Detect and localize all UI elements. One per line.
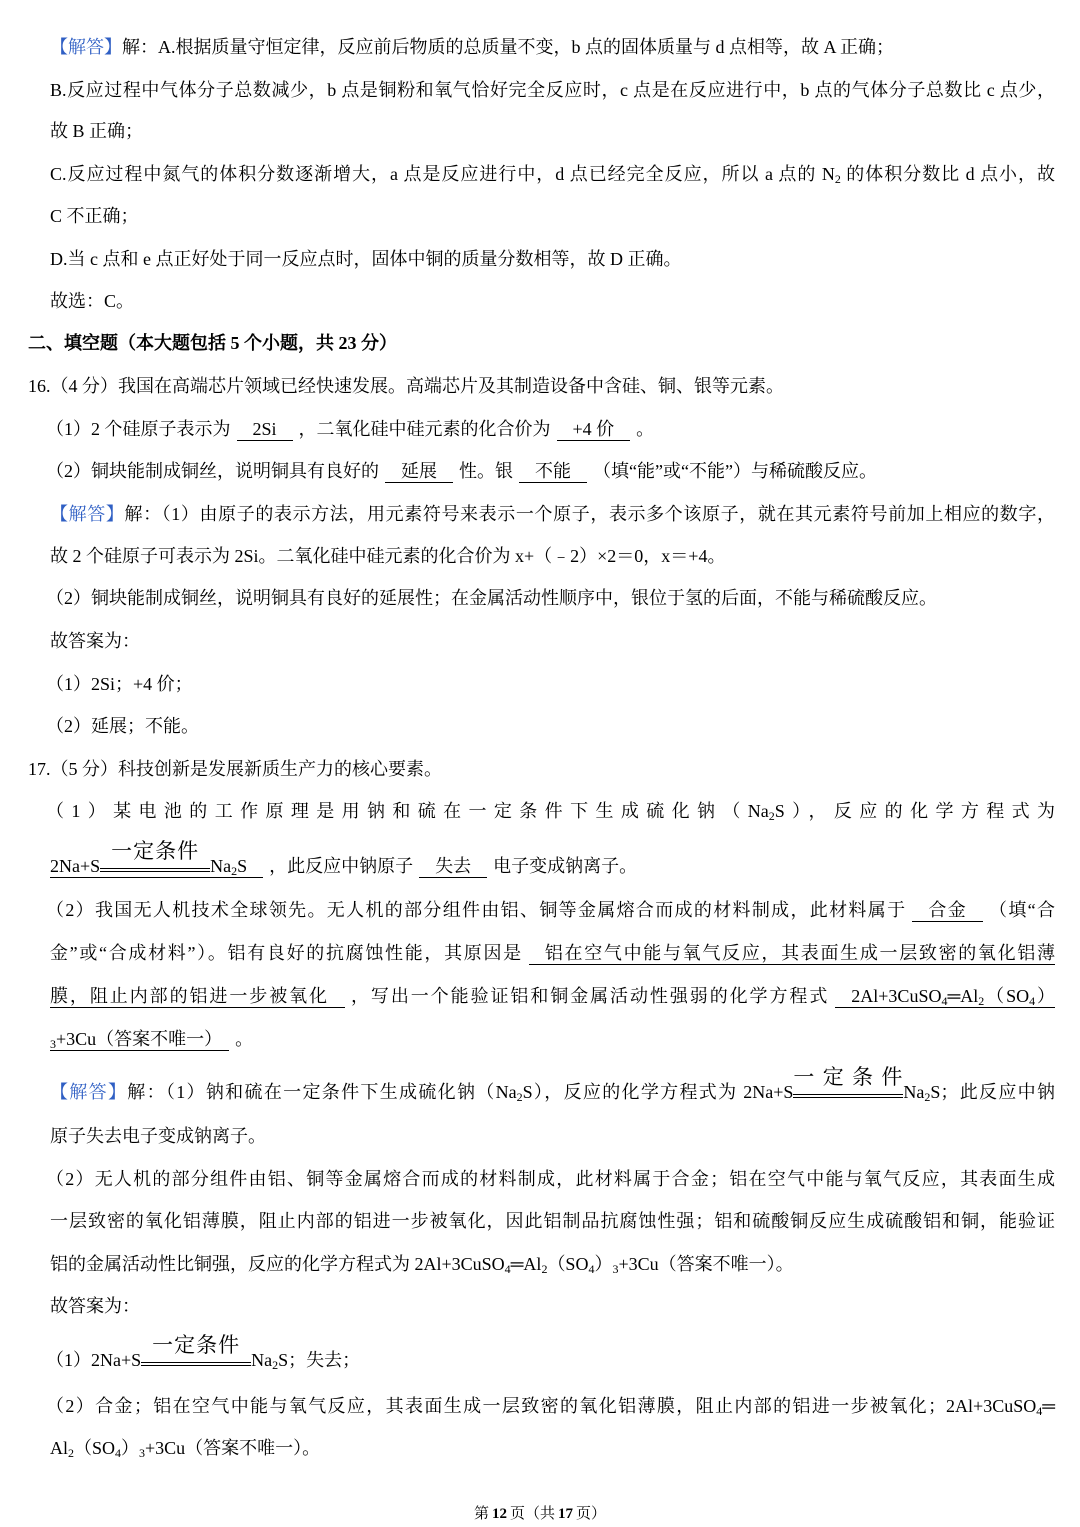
subscript: 2: [516, 1090, 523, 1104]
subscript: 4: [1029, 994, 1036, 1008]
q15-answer-line-6: D.当 c 点和 e 点正好处于同一反应点时，固体中铜的质量分数相等，故 D 正确。: [50, 249, 682, 269]
section-heading: 二、填空题（本大题包括 5 个小题，共 23 分）: [28, 333, 397, 353]
subscript: 2: [834, 172, 841, 186]
answer-text: （1）2Na+S: [46, 1350, 142, 1370]
q17-part-1-line-1: [46, 799, 1055, 823]
q17-summary-label: 故答案为：: [50, 1296, 140, 1316]
answer-text: Na: [903, 1082, 925, 1102]
formula: 2Al+3CuSO: [851, 986, 942, 1006]
page-number: 12: [491, 1506, 507, 1522]
q16-answer-line-2: 故 2 个硅原子可表示为 2Si。二氧化硅中硅元素的化合价为 x+（﹣2）×2＝0，x＝+4。: [50, 546, 726, 566]
subscript: 4: [1036, 1404, 1043, 1418]
q15-answer-line-1: [50, 35, 1055, 59]
formula: （SO: [984, 986, 1030, 1006]
reaction-condition-label: 一定条件: [793, 1065, 904, 1089]
answer-text: S；此反应中钠: [930, 1082, 1055, 1102]
page-total: 17: [558, 1506, 573, 1522]
answer-text: ）: [594, 1254, 613, 1274]
q15-answer-line-4: [50, 162, 1055, 186]
equation-blank: [835, 986, 1055, 1008]
subscript: 2: [924, 1090, 931, 1104]
question-text: 。: [636, 419, 655, 439]
answer-text: ═Al: [510, 1254, 542, 1274]
subscript: 2: [978, 994, 985, 1008]
question-text: 性。银: [459, 461, 513, 481]
q15-answer-line-2: B.反应过程中气体分子总数减少，b 点是铜粉和氧气恰好完全反应时，c 点是在反应进行中，b 点的气体分子总数比 c 点少，: [50, 80, 1055, 100]
subscript: 4: [941, 994, 948, 1008]
question-text: ，此反应中钠原子: [269, 856, 414, 876]
reaction-condition-sign: [141, 1333, 251, 1372]
reaction-condition-sign: [100, 839, 210, 878]
subscript: 2: [272, 1358, 279, 1372]
footer-prefix: 第: [473, 1506, 489, 1522]
q17-part-2-line-3: [50, 984, 1055, 1008]
q17-answer-line-4: 一层致密的氧化铝薄膜，阻止内部的铝进一步被氧化，因此铝制品抗腐蚀性强；铝和硫酸铜反应生成硫酸铝和铜，能验证: [50, 1211, 1055, 1231]
answer-text: （SO: [74, 1438, 116, 1458]
subscript: 2: [231, 864, 238, 878]
question-text: （2）铜块能制成铜丝，说明铜具有良好的: [46, 461, 379, 481]
answer-blank: 铝在空气中能与氧气反应，其表面生成一层致密的氧化铝薄: [529, 943, 1055, 965]
q16-result-1: （1）2Si；+4 价；: [46, 674, 193, 694]
reaction-condition-sign: [793, 1065, 904, 1104]
subscript: 4: [588, 1262, 595, 1276]
q17-part-1-line-2: [50, 839, 1055, 878]
answer-text: ）: [121, 1438, 140, 1458]
q15-answer-choice: 故选：C。: [50, 291, 135, 311]
answer-text: +3Cu（答案不唯一）。: [145, 1438, 321, 1458]
answer-text: Na: [251, 1350, 273, 1370]
answer-blank: +4 价: [557, 419, 631, 441]
q15-answer-line-5: C 不正确；: [50, 206, 139, 226]
q17-stem: 17.（5 分）科技创新是发展新质生产力的核心要素。: [28, 759, 442, 779]
product: Na: [210, 856, 232, 876]
answer-text: S），反应的化学方程式为 2Na+S: [522, 1082, 794, 1102]
answer-text: 铝的金属活动性比铜强，反应的化学方程式为 2Al+3CuSO: [50, 1254, 505, 1274]
q17-answer-line-5: [50, 1252, 1055, 1276]
subscript: 2: [768, 809, 775, 823]
q16-part-1: [46, 417, 1055, 441]
q17-part-2-line-2: [50, 941, 1055, 965]
q16-part-2: [46, 459, 1055, 483]
footer-middle: 页（共: [509, 1506, 555, 1522]
reaction-condition-label: 一定条件: [152, 1333, 241, 1357]
question-text: 。: [235, 1029, 254, 1049]
question-text: ，二氧化硅中硅元素的化合价为: [298, 419, 551, 439]
answer-blank: 膜，阻止内部的铝进一步被氧化: [50, 986, 345, 1008]
answer-text: ═: [1042, 1396, 1055, 1416]
q16-result-2: （2）延展；不能。: [46, 716, 199, 736]
reactants: 2Na+S: [50, 856, 101, 876]
answer-text: 解：（1）钠和硫在一定条件下生成硫化钠（Na: [127, 1082, 517, 1102]
page-footer: [0, 1504, 1080, 1524]
question-text: （填“合: [989, 900, 1055, 920]
reaction-condition-label: 一定条件: [111, 839, 200, 863]
q17-answer-line-1: [50, 1065, 1055, 1104]
q17-result-2-line-1: [46, 1394, 1055, 1418]
answer-blank: 2Si: [237, 419, 293, 441]
question-text: 电子变成钠离子。: [493, 856, 638, 876]
answer-text: （2）合金；铝在空气中能与氧气反应，其表面生成一层致密的氧化铝薄膜，阻止内部的铝进一步被氧化；2Al+3CuSO: [46, 1396, 1037, 1416]
question-text: S），反应的化学方程式为: [774, 801, 1055, 821]
subscript: 2: [541, 1262, 548, 1276]
q17-answer-line-2: 原子失去电子变成钠离子。: [50, 1126, 266, 1146]
answer-text: +3Cu（答案不唯一）。: [618, 1254, 794, 1274]
q17-part-2-line-4: [50, 1027, 1055, 1051]
product: S: [237, 856, 248, 876]
subscript: 3: [50, 1037, 56, 1051]
question-text: （1）某电池的工作原理是用钠和硫在一定条件下生成硫化钠（Na: [46, 801, 769, 821]
q17-result-1: [46, 1333, 1055, 1372]
question-text: 金”或“合成材料”）。铝有良好的抗腐蚀性能，其原因是: [50, 943, 523, 963]
subscript: 4: [115, 1446, 122, 1460]
subscript: 4: [504, 1262, 511, 1276]
answer-label: 【解答】: [50, 1082, 128, 1102]
equation-blank: [50, 839, 263, 878]
answer-text: 的体积分数比 d 点小，故: [840, 164, 1056, 184]
subscript: 3: [139, 1446, 146, 1460]
q17-answer-line-3: （2）无人机的部分组件由铝、铜等金属熔合而成的材料制成，此材料属于合金；铝在空气中能与氧气反应，其表面生成: [46, 1169, 1055, 1189]
question-text: （填“能”或“不能”）与稀硫酸反应。: [593, 461, 877, 481]
answer-text: S；失去；: [278, 1350, 361, 1370]
q15-answer-line-3: 故 B 正确；: [50, 121, 144, 141]
subscript: 2: [68, 1446, 74, 1460]
answer-text: 解：（1）由原子的表示方法，用元素符号来表示一个原子，表示多个该原子，就在其元素符号前加上相应的数字，: [124, 504, 1056, 524]
answer-blank: 合金: [912, 900, 983, 922]
answer-label: 【解答】: [50, 37, 122, 57]
answer-text: Al: [50, 1438, 68, 1458]
formula: ═Al: [947, 986, 979, 1006]
q17-result-2-line-2: [50, 1436, 1055, 1460]
q16-answer-line-1: [50, 502, 1055, 526]
question-text: ，写出一个能验证铝和铜金属活动性强弱的化学方程式: [351, 986, 830, 1006]
answer-label: 【解答】: [50, 504, 125, 524]
q16-answer-line-3: （2）铜块能制成铜丝，说明铜具有良好的延展性；在金属活动性顺序中，银位于氢的后面，不能与稀硫酸反应。: [46, 588, 937, 608]
q16-summary-label: 故答案为：: [50, 631, 140, 651]
formula: +3Cu（答案不唯一）: [56, 1029, 214, 1049]
answer-blank: 不能: [519, 461, 587, 483]
q17-part-2-line-1: [46, 898, 1055, 922]
q16-stem: 16.（4 分）我国在高端芯片领域已经快速发展。高端芯片及其制造设备中含硅、铜、银等元素。: [28, 376, 784, 396]
formula: ）: [1035, 986, 1056, 1006]
footer-suffix: 页）: [576, 1506, 607, 1522]
answer-text: （SO: [547, 1254, 589, 1274]
subscript: 3: [612, 1262, 619, 1276]
equation-blank: [50, 1029, 229, 1051]
answer-text: 解：A.根据质量守恒定律，反应前后物质的总质量不变，b 点的固体质量与 d 点相等，故 A 正确；: [122, 37, 895, 57]
answer-text: C.反应过程中氮气的体积分数逐渐增大，a 点是反应进行中，d 点已经完全反应，所以 a 点的 N: [50, 164, 835, 184]
question-text: （2）我国无人机技术全球领先。无人机的部分组件由铝、铜等金属熔合而成的材料制成，此材料属于: [46, 900, 907, 920]
question-text: （1）2 个硅原子表示为: [46, 419, 231, 439]
answer-blank: 延展: [385, 461, 453, 483]
answer-blank: 失去: [419, 856, 487, 878]
